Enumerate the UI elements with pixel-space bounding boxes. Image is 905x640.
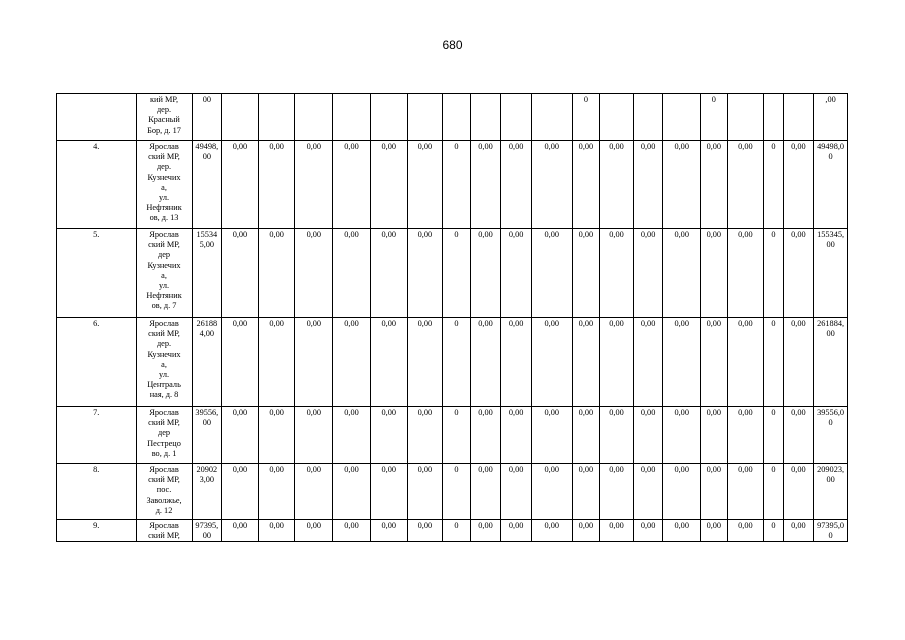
value-cell: 0 <box>764 229 783 318</box>
address-cell <box>136 520 192 542</box>
value-cell: 0 <box>701 94 728 141</box>
total-cost-cell: 49498,00 <box>192 141 222 229</box>
value-cell: 0,00 <box>501 141 532 229</box>
final-total-cell: 49498,00 <box>814 141 848 229</box>
value-cell <box>443 94 471 141</box>
value-cell: 0,00 <box>572 407 600 464</box>
address-line: дер <box>158 250 171 260</box>
value-cell: 0,00 <box>370 464 407 520</box>
value-cell: 0,00 <box>295 520 333 542</box>
value-cell: 0,00 <box>470 141 501 229</box>
final-total-cell: ,00 <box>814 94 848 141</box>
value-cell: 0,00 <box>258 318 295 407</box>
value-cell: 0,00 <box>470 229 501 318</box>
value-cell: 0,00 <box>600 318 634 407</box>
value-cell: 0,00 <box>663 464 701 520</box>
value-cell: 0,00 <box>333 229 371 318</box>
final-total-cell: 155345,00 <box>814 229 848 318</box>
address-line: пос. <box>156 485 172 495</box>
value-cell <box>531 94 572 141</box>
address-line: ский МР, <box>148 418 180 428</box>
address-line: а, <box>161 270 167 280</box>
address-line: Централь <box>147 380 181 390</box>
row-number-cell: 4. <box>57 141 137 229</box>
value-cell: 0 <box>443 520 471 542</box>
total-cost-cell: 155345,00 <box>192 229 222 318</box>
address-line: Заволжье, <box>146 495 182 505</box>
value-cell: 0,00 <box>333 520 371 542</box>
value-cell <box>258 94 295 141</box>
address-line: Нефтяник <box>146 203 182 213</box>
value-cell: 0 <box>764 407 783 464</box>
value-cell: 0,00 <box>295 407 333 464</box>
address-line: Ярослав <box>149 521 179 530</box>
value-cell: 0,00 <box>531 407 572 464</box>
row-number-cell: 8. <box>57 464 137 520</box>
value-cell: 0,00 <box>727 520 764 542</box>
value-cell: 0 <box>764 520 783 542</box>
value-cell: 0,00 <box>531 520 572 542</box>
value-cell: 0 <box>764 318 783 407</box>
value-cell: 0,00 <box>600 520 634 542</box>
address-line: дер. <box>156 339 172 349</box>
value-cell: 0,00 <box>701 464 728 520</box>
value-cell: 0,00 <box>600 464 634 520</box>
value-cell: 0,00 <box>501 407 532 464</box>
address-line: Ярослав <box>149 230 179 239</box>
value-cell: 0,00 <box>572 464 600 520</box>
page-number: 680 <box>442 38 463 52</box>
value-cell: 0,00 <box>222 520 259 542</box>
value-cell: 0,00 <box>501 464 532 520</box>
value-cell: 0 <box>764 464 783 520</box>
value-cell: 0,00 <box>407 407 443 464</box>
value-cell: 0,00 <box>663 229 701 318</box>
value-cell: 0,00 <box>407 520 443 542</box>
total-cost-cell: 209023,00 <box>192 464 222 520</box>
address-cell <box>136 94 192 141</box>
row-number-cell <box>57 94 137 141</box>
address-line: Ярослав <box>149 408 179 417</box>
value-cell: 0 <box>764 141 783 229</box>
value-cell: 0,00 <box>470 464 501 520</box>
value-cell: 0,00 <box>407 318 443 407</box>
row-number-cell: 7. <box>57 407 137 464</box>
value-cell: 0,00 <box>783 229 814 318</box>
value-cell: 0,00 <box>633 318 663 407</box>
value-cell: 0 <box>443 229 471 318</box>
address-line: Кузнечих <box>147 349 181 359</box>
value-cell <box>295 94 333 141</box>
value-cell: 0,00 <box>333 318 371 407</box>
report-table-body <box>57 94 848 542</box>
value-cell: 0,00 <box>295 464 333 520</box>
table-row <box>57 407 848 464</box>
value-cell: 0,00 <box>258 141 295 229</box>
address-line: д. 12 <box>155 505 173 515</box>
value-cell: 0,00 <box>407 141 443 229</box>
value-cell <box>764 94 783 141</box>
address-line: а, <box>161 359 167 369</box>
value-cell: 0,00 <box>370 229 407 318</box>
address-line: Бор, д. 17 <box>147 125 181 135</box>
table-row <box>57 464 848 520</box>
value-cell: 0,00 <box>370 318 407 407</box>
value-cell: 0,00 <box>222 318 259 407</box>
value-cell: 0,00 <box>258 464 295 520</box>
value-cell: 0,00 <box>633 141 663 229</box>
value-cell: 0,00 <box>727 318 764 407</box>
total-cost-cell: 00 <box>192 94 222 141</box>
value-cell: 0,00 <box>600 141 634 229</box>
value-cell: 0 <box>443 318 471 407</box>
row-number-cell: 5. <box>57 229 137 318</box>
address-line: Красный <box>148 115 180 125</box>
value-cell: 0,00 <box>783 520 814 542</box>
address-line: ная, д. 8 <box>149 390 179 400</box>
value-cell: 0,00 <box>222 229 259 318</box>
total-cost-cell: 97395,00 <box>192 520 222 542</box>
value-cell: 0,00 <box>633 407 663 464</box>
value-cell: 0,00 <box>701 520 728 542</box>
value-cell: 0,00 <box>333 464 371 520</box>
value-cell <box>222 94 259 141</box>
value-cell: 0,00 <box>470 318 501 407</box>
value-cell: 0,00 <box>295 318 333 407</box>
address-line: Кузнечих <box>147 172 181 182</box>
address-line: дер. <box>156 162 172 172</box>
value-cell: 0,00 <box>333 141 371 229</box>
value-cell <box>783 94 814 141</box>
value-cell: 0,00 <box>501 229 532 318</box>
address-line: ул. <box>159 370 170 380</box>
value-cell: 0,00 <box>501 318 532 407</box>
value-cell: 0,00 <box>531 464 572 520</box>
value-cell: 0,00 <box>633 229 663 318</box>
address-line: ский МР, <box>148 531 180 541</box>
final-total-cell: 39556,00 <box>814 407 848 464</box>
value-cell: 0,00 <box>783 464 814 520</box>
value-cell <box>663 94 701 141</box>
value-cell: 0 <box>443 407 471 464</box>
address-line: кий МР, <box>150 95 179 104</box>
value-cell: 0,00 <box>222 464 259 520</box>
value-cell <box>370 94 407 141</box>
value-cell <box>600 94 634 141</box>
value-cell: 0,00 <box>701 318 728 407</box>
address-cell <box>136 407 192 464</box>
value-cell: 0,00 <box>470 520 501 542</box>
address-line: Пестрецо <box>147 438 181 448</box>
table-row <box>57 94 848 141</box>
value-cell: 0,00 <box>258 407 295 464</box>
value-cell: 0,00 <box>531 229 572 318</box>
value-cell: 0,00 <box>727 407 764 464</box>
value-cell: 0,00 <box>663 141 701 229</box>
value-cell: 0,00 <box>222 407 259 464</box>
value-cell: 0,00 <box>701 141 728 229</box>
value-cell: 0,00 <box>258 229 295 318</box>
value-cell: 0,00 <box>727 141 764 229</box>
value-cell: 0,00 <box>370 407 407 464</box>
final-total-cell: 97395,00 <box>814 520 848 542</box>
address-cell <box>136 141 192 229</box>
address-line: во, д. 1 <box>151 448 177 458</box>
value-cell: 0,00 <box>663 520 701 542</box>
table-row <box>57 520 848 542</box>
value-cell: 0,00 <box>258 520 295 542</box>
address-line: дер <box>158 428 171 438</box>
address-line: Ярослав <box>149 465 179 474</box>
value-cell: 0,00 <box>727 464 764 520</box>
value-cell <box>407 94 443 141</box>
value-cell: 0,00 <box>370 141 407 229</box>
value-cell: 0,00 <box>470 407 501 464</box>
value-cell: 0,00 <box>531 141 572 229</box>
value-cell: 0,00 <box>633 520 663 542</box>
value-cell: 0,00 <box>663 407 701 464</box>
value-cell: 0,00 <box>701 407 728 464</box>
address-line: ул. <box>159 193 170 203</box>
value-cell: 0,00 <box>531 318 572 407</box>
address-line: Нефтяник <box>146 291 182 301</box>
value-cell <box>501 94 532 141</box>
value-cell <box>470 94 501 141</box>
value-cell: 0,00 <box>600 229 634 318</box>
value-cell: 0,00 <box>783 318 814 407</box>
address-line: ский МР, <box>148 240 180 250</box>
address-line: Кузнечих <box>147 260 181 270</box>
address-line: Ярослав <box>149 319 179 328</box>
address-line: а, <box>161 182 167 192</box>
value-cell: 0,00 <box>633 464 663 520</box>
value-cell: 0,00 <box>407 464 443 520</box>
final-total-cell: 209023,00 <box>814 464 848 520</box>
address-line: ский МР, <box>148 329 180 339</box>
value-cell: 0,00 <box>501 520 532 542</box>
address-line: ул. <box>159 281 170 291</box>
value-cell: 0,00 <box>370 520 407 542</box>
value-cell: 0,00 <box>572 141 600 229</box>
value-cell: 0,00 <box>783 407 814 464</box>
value-cell <box>633 94 663 141</box>
value-cell: 0,00 <box>727 229 764 318</box>
value-cell: 0 <box>572 94 600 141</box>
total-cost-cell: 39556,00 <box>192 407 222 464</box>
value-cell: 0,00 <box>600 407 634 464</box>
final-total-cell: 261884,00 <box>814 318 848 407</box>
value-cell: 0,00 <box>407 229 443 318</box>
address-cell <box>136 229 192 318</box>
value-cell: 0,00 <box>572 318 600 407</box>
address-line: ов, д. 13 <box>149 213 179 223</box>
value-cell: 0,00 <box>295 229 333 318</box>
value-cell: 0,00 <box>295 141 333 229</box>
address-line: ов, д. 7 <box>151 301 177 311</box>
address-line: ский МР, <box>148 152 180 162</box>
value-cell: 0,00 <box>783 141 814 229</box>
address-line: Ярослав <box>149 142 179 151</box>
table-row <box>57 141 848 229</box>
value-cell: 0 <box>443 464 471 520</box>
total-cost-cell: 261884,00 <box>192 318 222 407</box>
report-table <box>56 93 848 542</box>
address-cell <box>136 464 192 520</box>
value-cell: 0,00 <box>663 318 701 407</box>
value-cell <box>333 94 371 141</box>
address-line: ский МР, <box>148 475 180 485</box>
table-row <box>57 229 848 318</box>
table-row <box>57 318 848 407</box>
value-cell: 0,00 <box>333 407 371 464</box>
value-cell: 0,00 <box>572 520 600 542</box>
address-cell <box>136 318 192 407</box>
value-cell <box>727 94 764 141</box>
value-cell: 0 <box>443 141 471 229</box>
row-number-cell: 9. <box>57 520 137 542</box>
address-line: дер. <box>156 105 172 115</box>
value-cell: 0,00 <box>222 141 259 229</box>
row-number-cell: 6. <box>57 318 137 407</box>
value-cell: 0,00 <box>701 229 728 318</box>
value-cell: 0,00 <box>572 229 600 318</box>
